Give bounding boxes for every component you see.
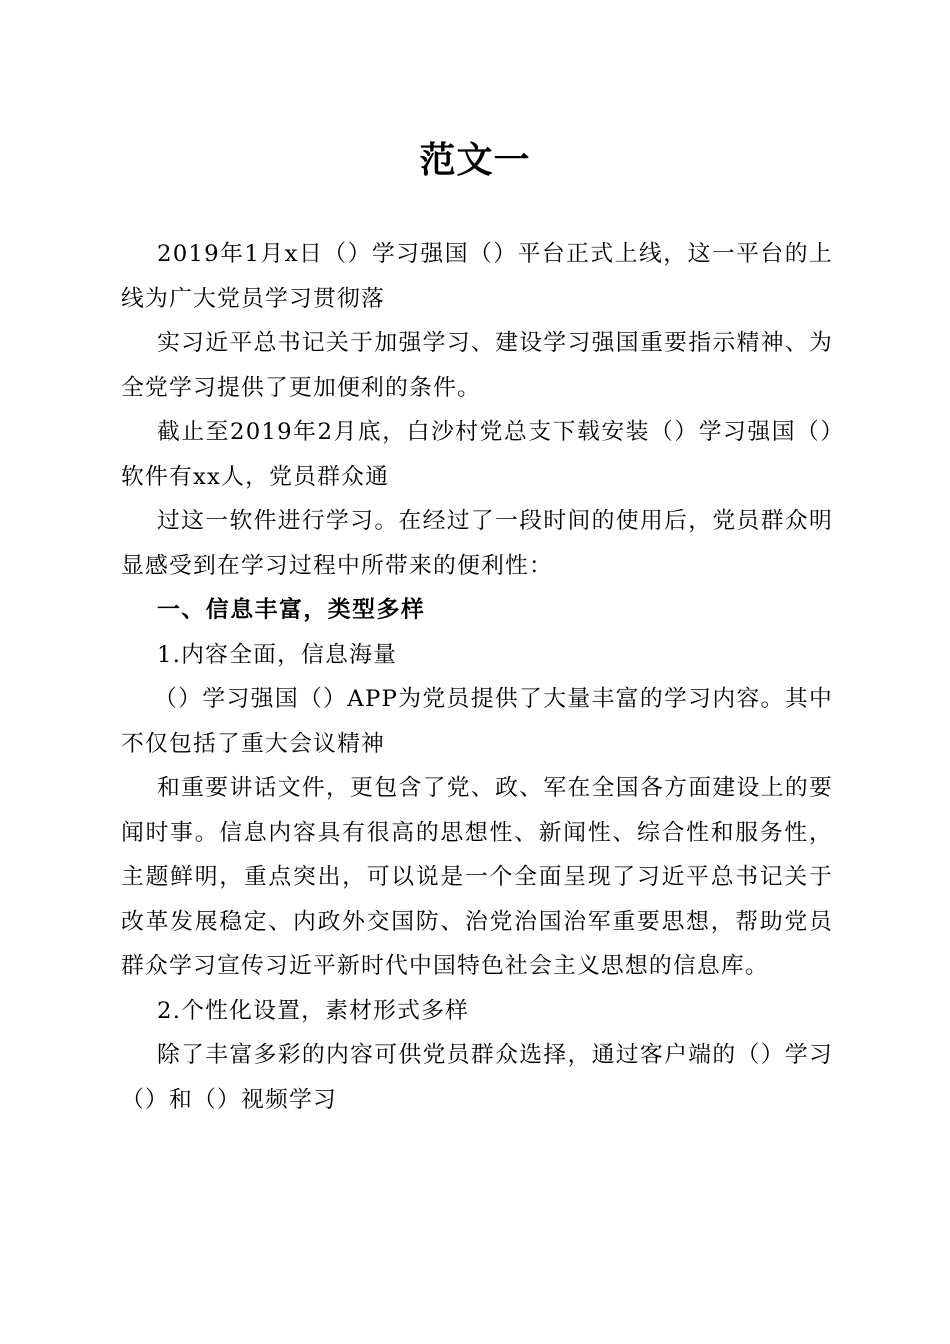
paragraph: 和重要讲话文件，更包含了党、政、军在全国各方面建设上的要闻时事。信息内容具有很高的思想性、新闻性、综合性和服务性，主题鲜明，重点突出，可以说是一个全面呈现了习近平总书记关于改革发展稳定、内政外交国防、治党治国治军重要思想，帮助党员群众学习宣传习近平新时代中国特色社会主义思想的信息库。: [121, 775, 833, 979]
paragraph: 截止至2019年2月底，白沙村党总支下载安装（）学习强国（）软件有xx人，党员群众通: [121, 419, 833, 490]
document-body: [121, 232, 833, 1122]
document-title: 范文一: [419, 139, 531, 181]
paragraph: （）学习强国（）APP为党员提供了大量丰富的学习内容。其中不仅包括了重大会议精神: [121, 686, 833, 757]
paragraph: 2019年1月x日（）学习强国（）平台正式上线，这一平台的上线为广大党员学习贯彻落: [121, 241, 833, 312]
section-heading: 一、信息丰富，类型多样: [157, 597, 426, 623]
subheading: 2.个性化设置，素材形式多样: [157, 997, 470, 1024]
paragraph: 除了丰富多彩的内容可供党员群众选择，通过客户端的（）学习（）和（）视频学习: [121, 1042, 833, 1113]
paragraph: 实习近平总书记关于加强学习、建设学习强国重要指示精神、为全党学习提供了更加便利的条件。: [121, 330, 833, 401]
subheading: 1.内容全面，信息海量: [157, 641, 398, 668]
paragraph: 过这一软件进行学习。在经过了一段时间的使用后，党员群众明显感受到在学习过程中所带来的便利性：: [121, 508, 833, 579]
